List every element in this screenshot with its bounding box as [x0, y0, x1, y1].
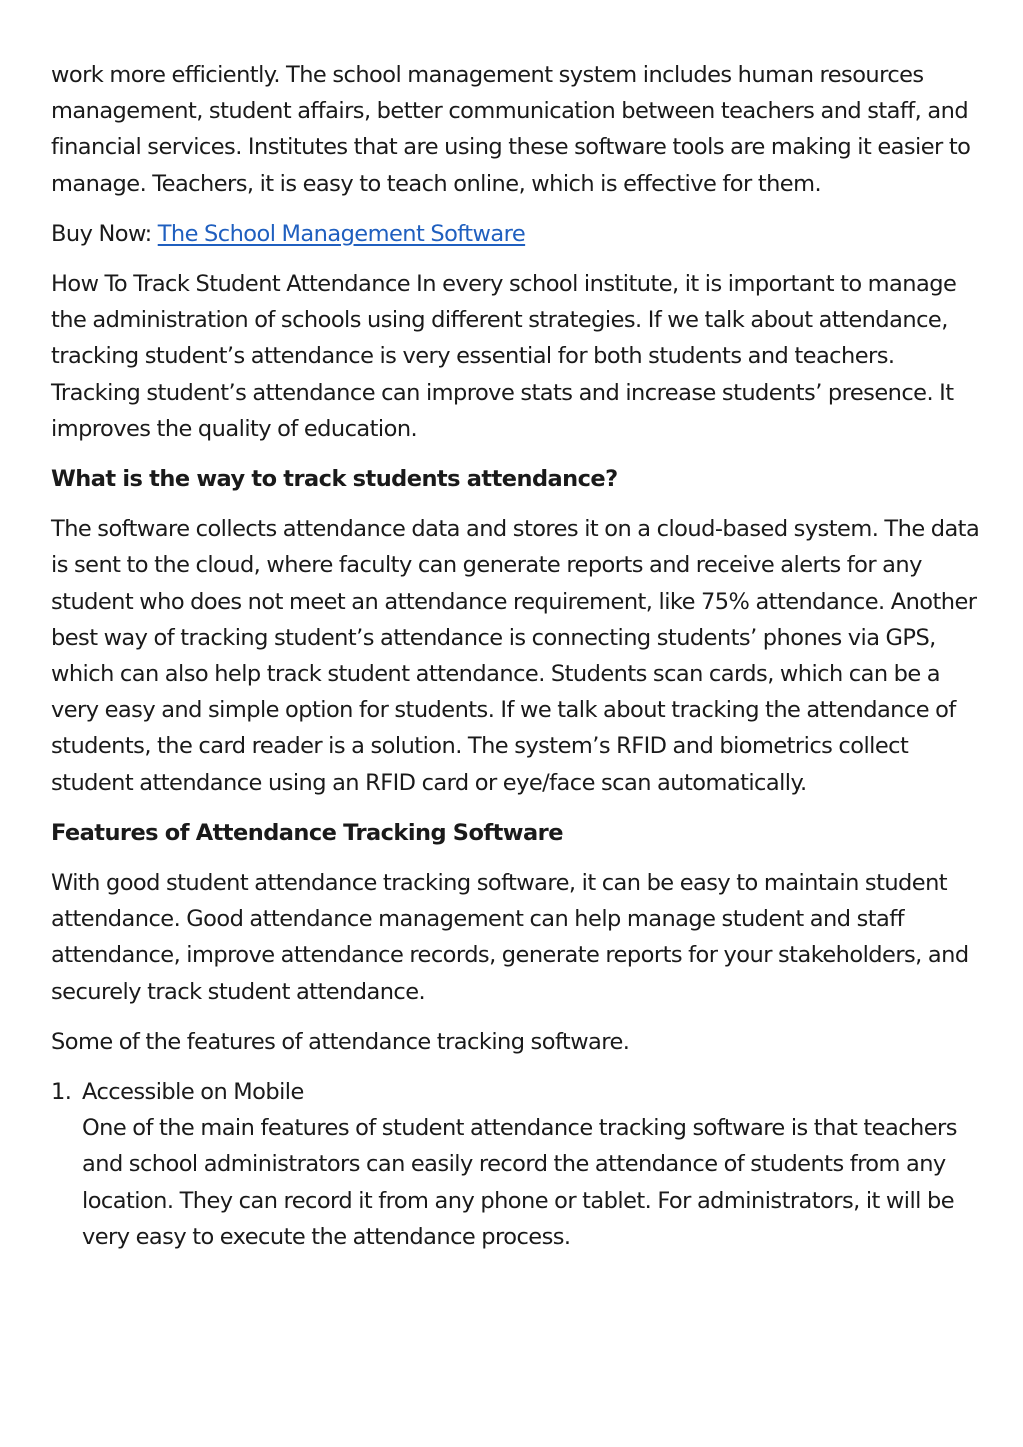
list-item-description: One of the main features of student attendance tracking software is that teachers and school administrators can easily record the attendance of students from any location. They can record it from any phone or tablet. For administrators, it will be very easy to execute the attendance process.	[82, 1115, 957, 1250]
features-list	[51, 1074, 981, 1255]
buy-now-line	[51, 216, 981, 252]
buy-now-label: Buy Now:	[51, 220, 158, 247]
intro-paragraph: work more efficiently. The school management system includes human resources management, student affairs, better communication between teachers and staff, and financial services. Institutes that are using these software tools are making it easier to manage. Teachers, it is easy to teach online, which is effective for them.	[51, 62, 971, 197]
features-intro-paragraph: Some of the features of attendance tracking software.	[51, 1028, 630, 1055]
list-item-title: Accessible on Mobile	[82, 1079, 304, 1106]
list-item	[51, 1074, 981, 1255]
document-page	[51, 57, 981, 1255]
track-way-paragraph: The software collects attendance data and stores it on a cloud-based system. The data is sent to the cloud, where faculty can generate reports and receive alerts for any student who does not meet an attendance requirement, like 75% attendance. Another best way of tracking student’s attendance is connecting students’ phones via GPS, which can also help track student attendance. Students scan cards, which can be a very easy and simple option for students. If we talk about tracking the attendance of students, the card reader is a solution. The system’s RFID and biometrics collect student attendance using an RFID card or eye/face scan automatically.	[51, 516, 980, 796]
features-heading: Features of Attendance Tracking Software	[51, 819, 563, 846]
list-item-number: 1.	[51, 1079, 72, 1106]
track-attendance-paragraph: How To Track Student Attendance In every school institute, it is important to manage the administration of schools using different strategies. If we talk about attendance, tracking student’s attendance is very essential for both students and teachers. Tracking student’s attendance can improve stats and increase students’ presence. It improves the quality of education.	[51, 271, 957, 442]
features-paragraph: With good student attendance tracking software, it can be easy to maintain student attendance. Good attendance management can help manage student and staff attendance, improve attendance records, generate reports for your stakeholders, and securely track student attendance.	[51, 870, 969, 1005]
school-management-software-link[interactable]: The School Management Software	[157, 220, 526, 247]
list-item-body	[82, 1074, 981, 1255]
track-way-heading: What is the way to track students attendance?	[51, 466, 618, 493]
